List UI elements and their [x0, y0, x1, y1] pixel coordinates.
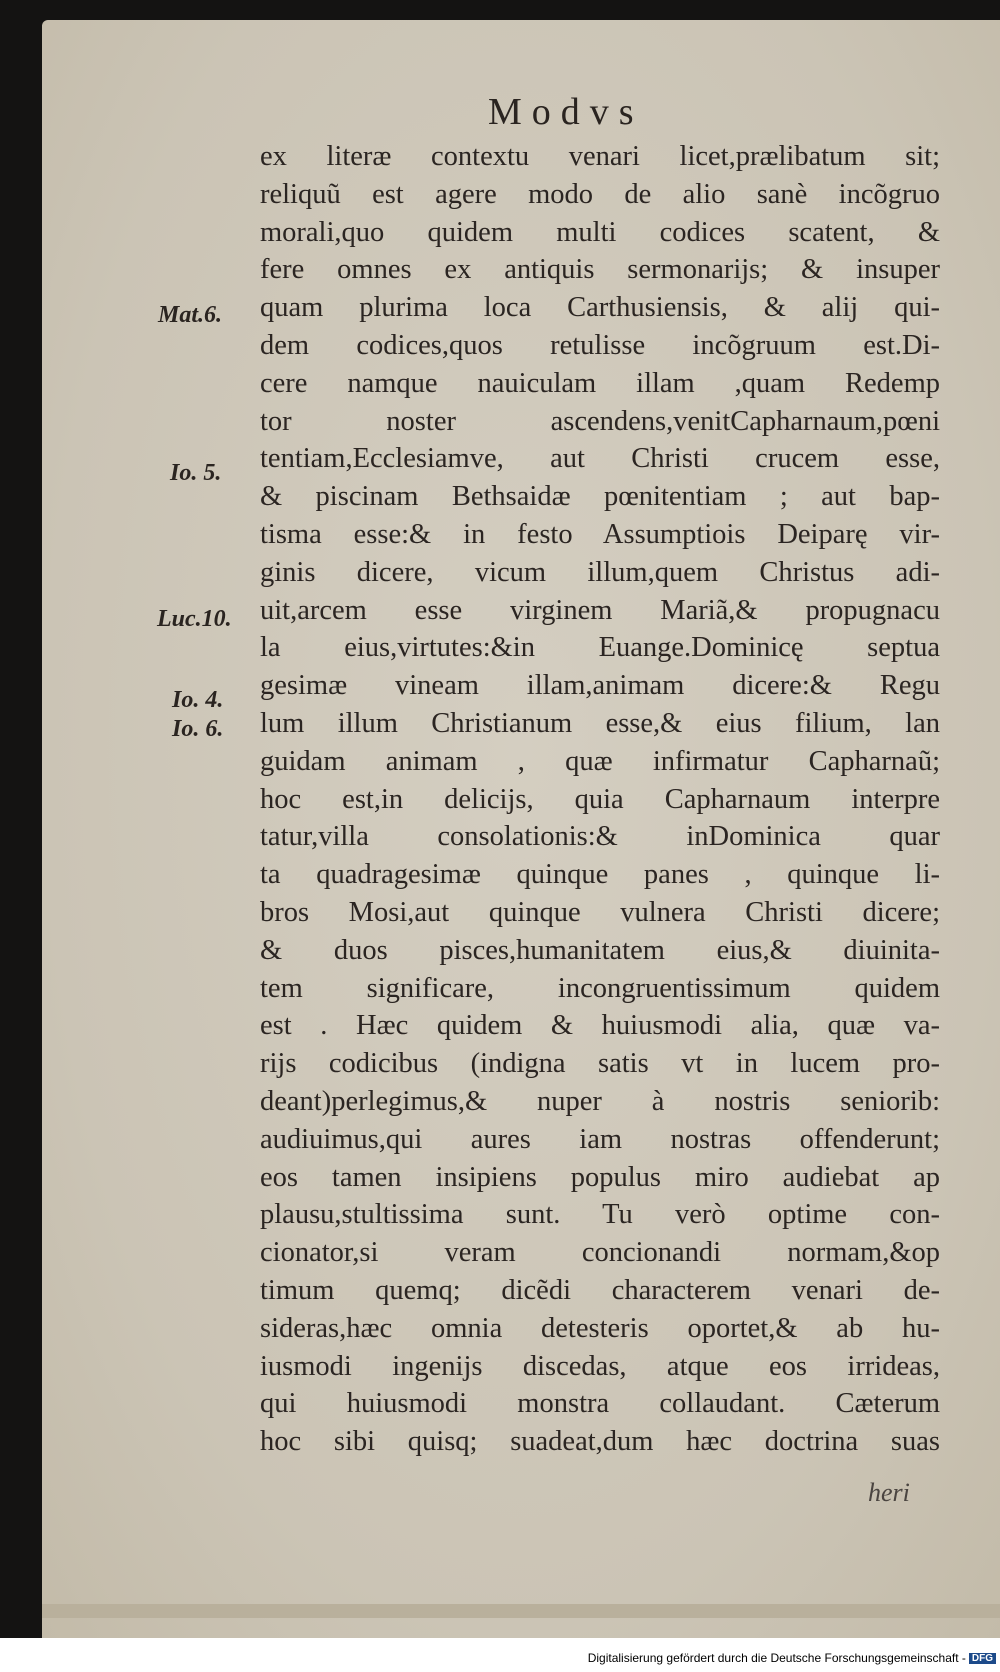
text-line: hoc sibi quisq; suadeat,dum hæc doctrina suas — [260, 1426, 940, 1458]
text-line: bros Mosi,aut quinque vulnera Christi dicere; — [260, 896, 940, 928]
margin-note-mat-6: Mat.6. — [158, 302, 223, 328]
margin-note-luc-10: Luc.10. — [157, 606, 232, 632]
text-line: guidam animam , quæ infirmatur Capharnaũ; — [260, 745, 940, 777]
footer-credit — [588, 1651, 996, 1665]
text-line: quam plurima loca Carthusiensis, & alij qui- — [260, 292, 940, 324]
text-line: morali,quo quidem multi codices scatent, & — [260, 216, 940, 248]
dfg-logo: DFG — [969, 1653, 996, 1664]
text-line: deant)perlegimus,& nuper à nostris seniorib: — [260, 1085, 940, 1117]
text-line: tem significare, incongruentissimum quidem — [260, 972, 940, 1004]
text-line: gesimæ vineam illam,animam dicere:& Regu — [260, 670, 940, 702]
text-line: est . Hæc quidem & huiusmodi alia, quæ va- — [260, 1010, 940, 1042]
text-line: tisma esse:& in festo Assumptiois Deiparę vir- — [260, 518, 940, 550]
text-line: iusmodi ingenijs discedas, atque eos irrideas, — [260, 1350, 940, 1382]
text-line: tentiam,Ecclesiamve, aut Christi crucem esse, — [260, 443, 940, 475]
text-line: & piscinam Bethsaidæ pœnitentiam ; aut bap- — [260, 481, 940, 513]
text-line: ginis dicere, vicum illum,quem Christus adi- — [260, 556, 940, 588]
margin-note-io-6: Io. 6. — [172, 716, 224, 742]
text-line: & duos pisces,humanitatem eius,& diuinita- — [260, 934, 940, 966]
footer-credit-text: Digitalisierung gefördert durch die Deutsche Forschungsgemeinschaft - — [587, 1651, 966, 1665]
text-line: sideras,hæc omnia detesteris oportet,& ab hu- — [260, 1312, 940, 1344]
text-line: lum illum Christianum esse,& eius filium, lan — [260, 707, 940, 739]
text-line: reliquũ est agere modo de alio sanè incõgruo — [260, 178, 940, 210]
page-bottom-edge — [42, 1604, 1000, 1618]
text-line: cere namque nauiculam illam ,quam Redemp — [260, 367, 940, 399]
text-line: hoc est,in delicijs, quia Capharnaum interpre — [260, 783, 940, 815]
text-line: tor noster ascendens,venitCapharnaum,pœni — [260, 405, 940, 437]
margin-note-io-5: Io. 5. — [170, 460, 222, 486]
text-line: dem codices,quos retulisse incõgruum est.Di- — [260, 329, 940, 361]
margin-note-io-4: Io. 4. — [172, 687, 224, 713]
text-line: cionator,si veram concionandi normam,&op — [260, 1237, 940, 1269]
text-line: ta quadragesimæ quinque panes , quinque li- — [260, 859, 940, 891]
text-line: audiuimus,qui aures iam nostras offenderunt; — [260, 1123, 940, 1155]
body-text — [260, 138, 940, 1461]
text-line: rijs codicibus (indigna satis vt in lucem pro- — [260, 1048, 940, 1080]
text-line: fere omnes ex antiquis sermonarijs; & insuper — [260, 254, 940, 286]
catchword: heri — [868, 1478, 910, 1507]
text-line: eos tamen insipiens populus miro audiebat ap — [260, 1161, 940, 1193]
text-line: ex literæ contextu venari licet,prælibatum sit; — [260, 141, 940, 172]
text-line: plausu,stultissima sunt. Tu verò optime con- — [260, 1199, 940, 1231]
text-line: tatur,villa consolationis:& inDominica quar — [260, 821, 940, 853]
text-line: la eius,virtutes:&in Euange.Dominicę septua — [260, 632, 940, 664]
text-line: uit,arcem esse virginem Mariã,& propugnacu — [260, 594, 940, 626]
running-head: Modvs — [488, 91, 644, 133]
text-line: timum quemq; dicẽdi characterem venari de- — [260, 1274, 940, 1306]
text-line: qui huiusmodi monstra collaudant. Cæterum — [260, 1388, 940, 1420]
